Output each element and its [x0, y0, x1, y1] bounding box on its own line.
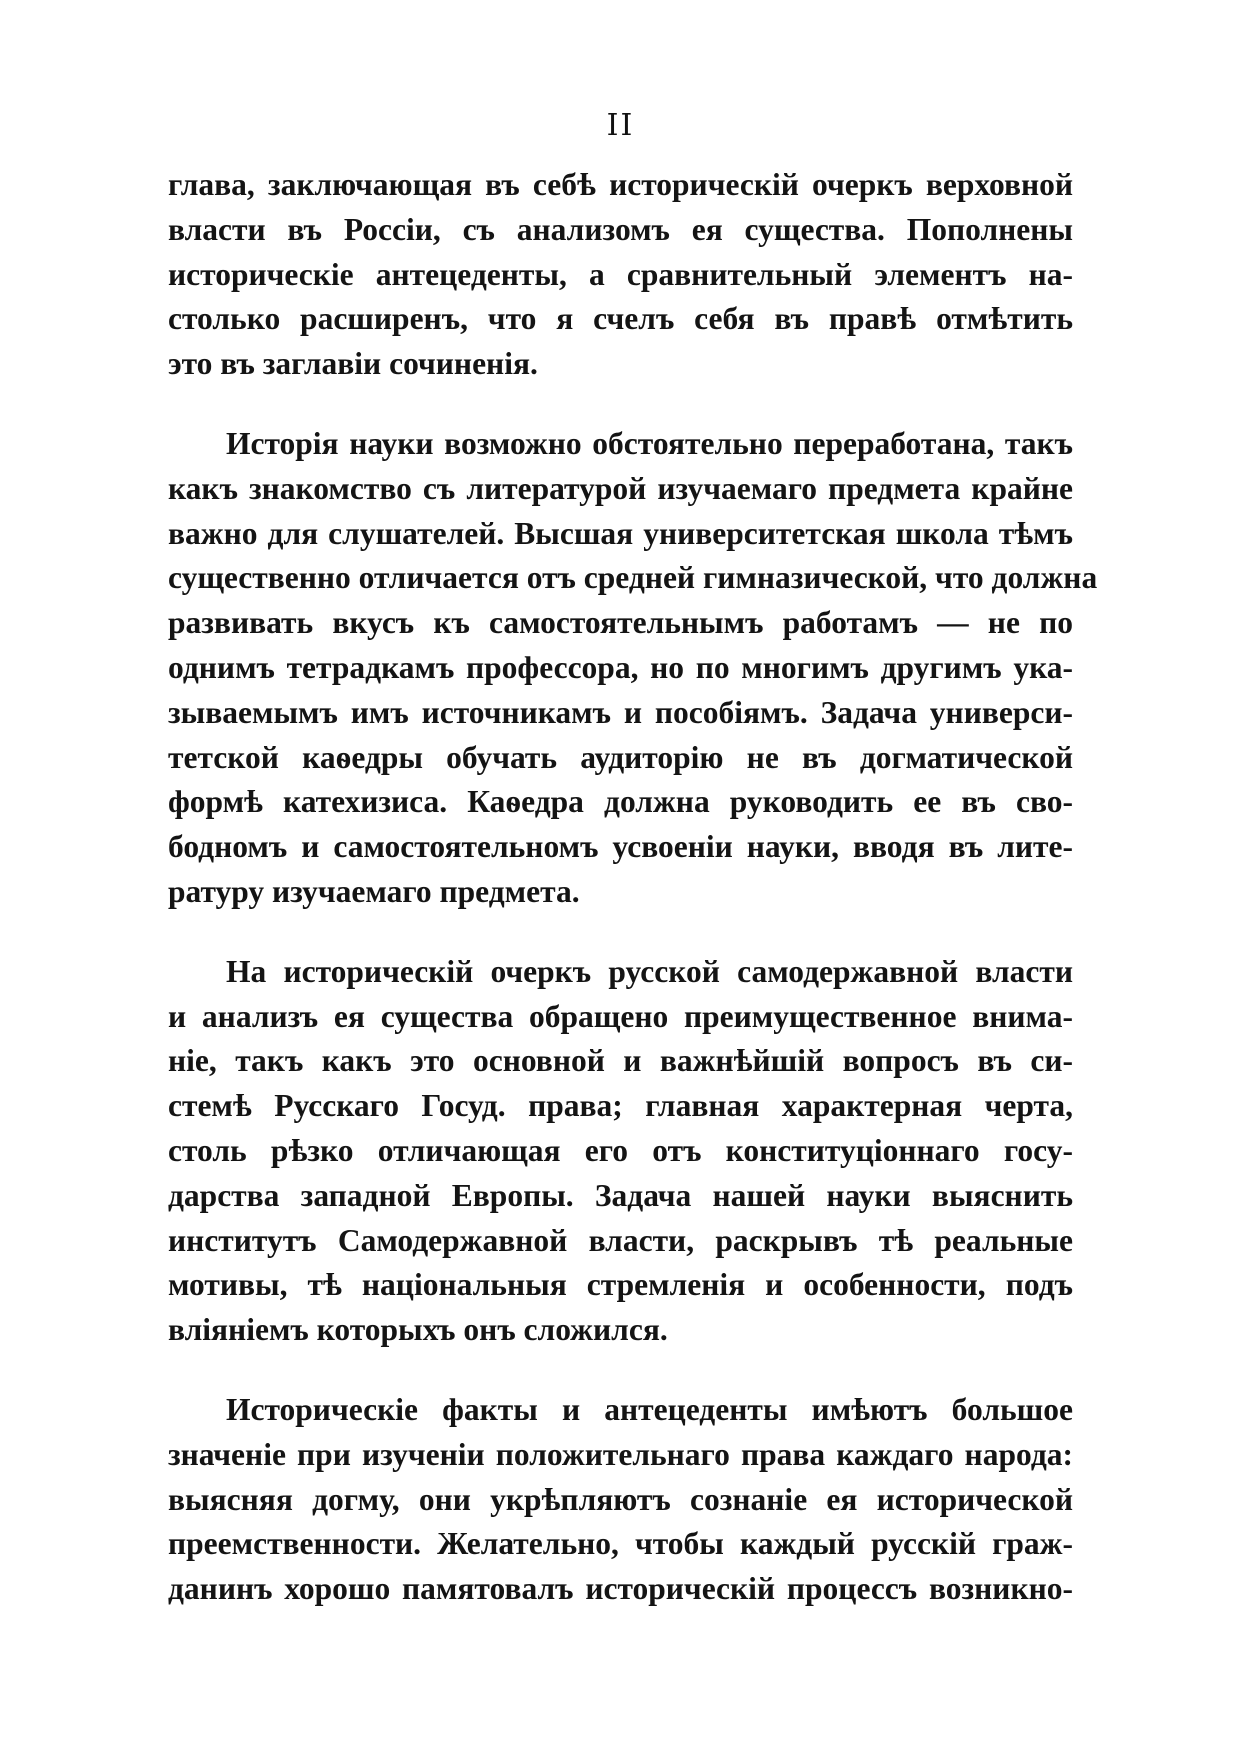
text-line: бодномъ и самостоятельномъ усвоеніи науки, вводя въ лите- [168, 829, 1073, 865]
paragraph-2 [168, 422, 1098, 915]
text-line: Историческіе факты и антецеденты имѣютъ большое [226, 1391, 1073, 1427]
text-line: это въ заглавіи сочиненія. [168, 346, 538, 382]
text-line: какъ знакомство съ литературой изучаемаго предмета крайне [168, 470, 1073, 506]
text-line: Исторія науки возможно обстоятельно переработана, такъ [226, 425, 1073, 461]
body-text [168, 163, 1098, 1647]
text-line: выясняя догму, они укрѣпляютъ сознаніе ея исторической [168, 1481, 1073, 1517]
text-line: институтъ Самодержавной власти, раскрывъ тѣ реальные [168, 1222, 1073, 1258]
text-line: развивать вкусъ къ самостоятельнымъ работамъ — не по [168, 605, 1073, 641]
text-line: глава, заключающая въ себѣ историческій очеркъ верховной [168, 167, 1073, 202]
text-line: и анализъ ея существа обращено преимущественное внима- [168, 998, 1073, 1034]
page-number: II [606, 108, 635, 143]
text-line: столько расширенъ, что я счелъ себя въ правѣ отмѣтить [168, 301, 1073, 337]
paragraph-1 [168, 163, 1073, 387]
text-line: зываемымъ имъ источникамъ и пособіямъ. Задача универси- [168, 694, 1073, 730]
text-line: историческіе антецеденты, а сравнительный элементъ на- [168, 256, 1073, 292]
text-line: власти въ Россіи, съ анализомъ ея существа. Пополнены [168, 211, 1073, 247]
text-line: ніе, такъ какъ это основной и важнѣйшій вопросъ въ си- [168, 1043, 1073, 1079]
text-line: преемственности. Желательно, чтобы каждый русскій граж- [168, 1526, 1073, 1562]
text-line: На историческій очеркъ русской самодержавной власти [226, 953, 1073, 989]
text-line: данинъ хорошо памятовалъ историческій процессъ возникно- [168, 1571, 1073, 1607]
text-line: мотивы, тѣ національныя стремленія и особенности, подъ [168, 1267, 1073, 1303]
text-line: значеніе при изученіи положительнаго права каждаго народа: [168, 1436, 1073, 1472]
text-line: ратуру изучаемаго предмета. [168, 873, 580, 909]
paragraph-4 [168, 1388, 1073, 1612]
text-line: столь рѣзко отличающая его отъ конституціоннаго госу- [168, 1132, 1073, 1168]
text-line: вліяніемъ которыхъ онъ сложился. [168, 1312, 668, 1348]
text-line: формѣ катехизиса. Каѳедра должна руководить ее въ сво- [168, 784, 1073, 820]
text-line: важно для слушателей. Высшая университетская школа тѣмъ [168, 515, 1073, 551]
text-line: дарства западной Европы. Задача нашей науки выяснить [168, 1177, 1073, 1213]
paragraph-3 [168, 950, 1073, 1353]
text-line: тетской каѳедры обучать аудиторію не въ догматической [168, 739, 1073, 775]
text-line: однимъ тетрадкамъ профессора, но по многимъ другимъ ука- [168, 649, 1073, 685]
text-line: стемѣ Русскаго Госуд. права; главная характерная черта, [168, 1088, 1073, 1124]
text-line: существенно отличается отъ средней гимназической, что должна [168, 560, 1098, 596]
